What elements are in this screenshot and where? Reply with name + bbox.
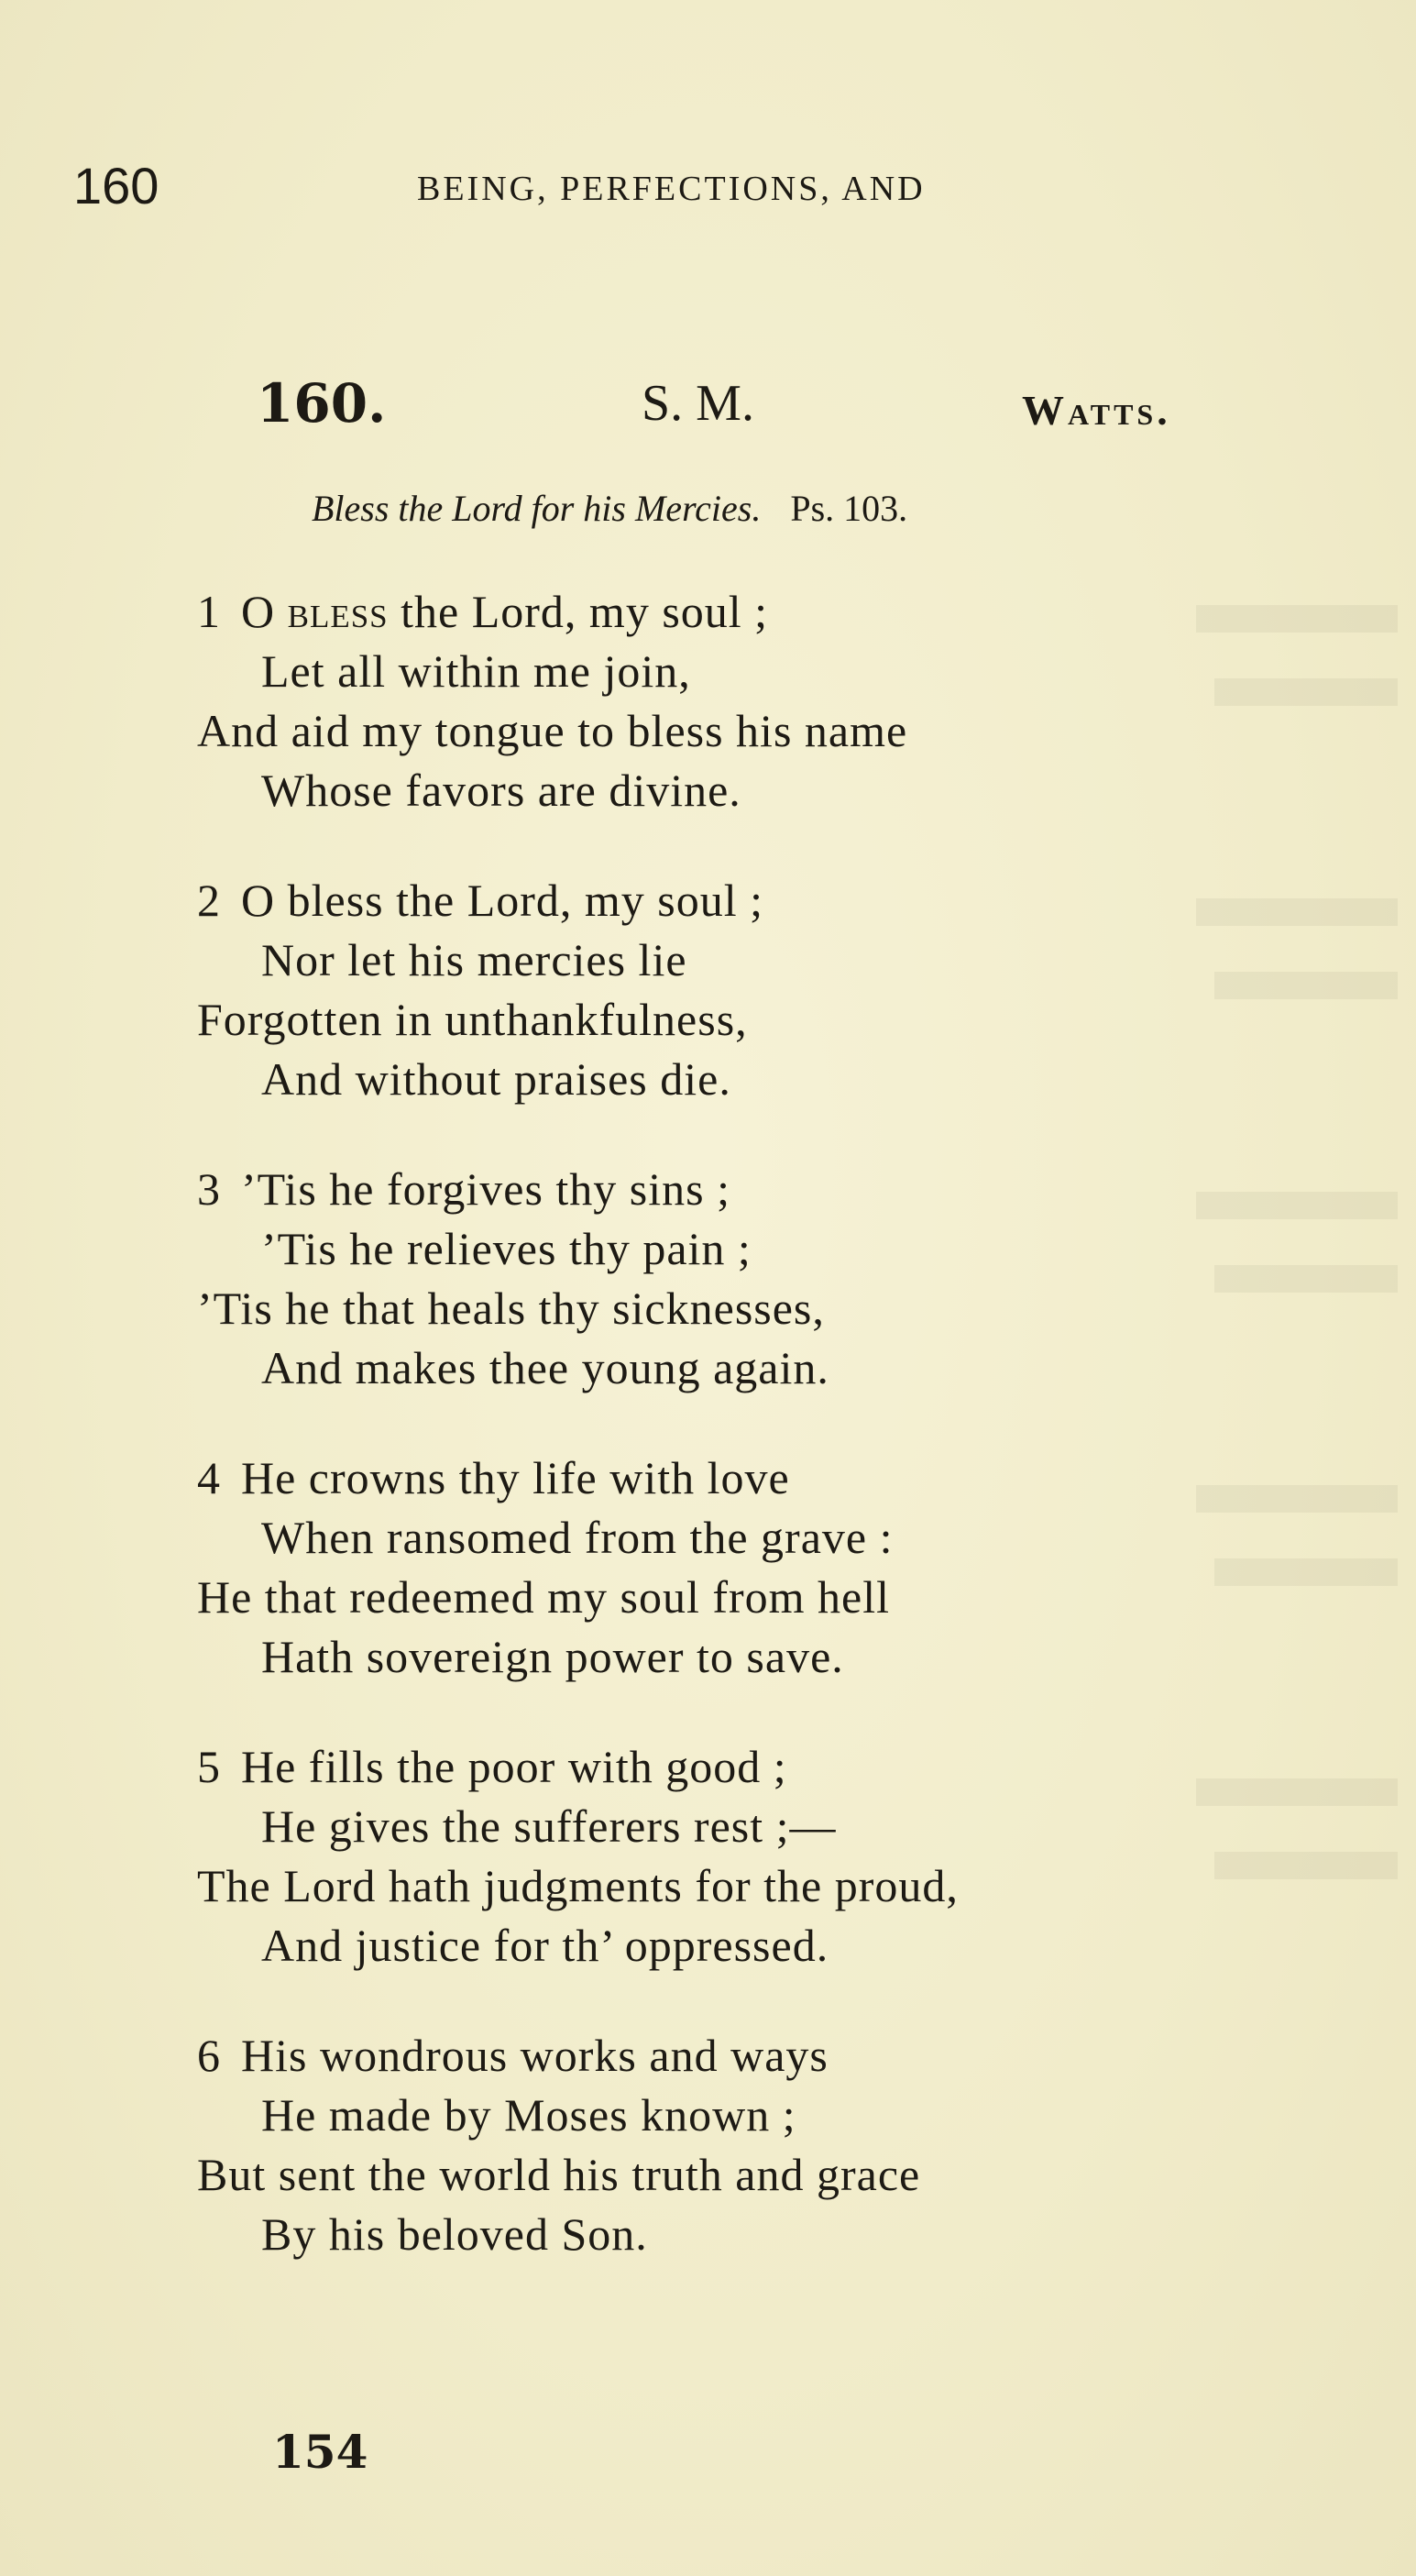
stanza-line-text: O bless the Lord, my soul ;	[241, 875, 764, 926]
stanza-4	[197, 1448, 1224, 1687]
stanza-line: And justice for th’ oppressed.	[261, 1920, 829, 1971]
stanza-line	[197, 1160, 1224, 1219]
stanza-line: And makes thee young again.	[261, 1342, 829, 1393]
stanza-line: He made by Moses known ;	[261, 2089, 796, 2141]
stanza-number: 5	[197, 1741, 221, 1792]
stanza-line: When ransomed from the grave :	[261, 1512, 894, 1563]
stanza-line: By his beloved Son.	[261, 2208, 648, 2260]
hymn-subtitle	[312, 481, 1136, 536]
stanza-line: But sent the world his truth and grace	[197, 2149, 921, 2200]
stanza-line: He that redeemed my soul from hell	[197, 1571, 890, 1623]
running-head	[73, 154, 1356, 218]
stanza-number: 2	[197, 875, 221, 926]
hymn-topic: Bless the Lord for his Mercies.	[312, 488, 762, 529]
signature-mark: 154	[272, 2425, 368, 2479]
hymn-author: Watts.	[1022, 387, 1171, 434]
stanza-line: The Lord hath judgments for the proud,	[197, 1860, 959, 1911]
stanza-1	[197, 582, 1224, 820]
stanza-line: Hath sovereign power to save.	[261, 1631, 844, 1682]
stanza-3	[197, 1160, 1224, 1398]
hymn-header	[257, 371, 1191, 435]
stanza-line: Nor let his mercies lie	[261, 934, 687, 985]
stanza-number: 4	[197, 1452, 221, 1503]
stanza-line: Forgotten in unthankfulness,	[197, 994, 748, 1045]
stanza-line: He gives the sufferers rest ;—	[261, 1800, 837, 1852]
stanza-5	[197, 1737, 1224, 1976]
hymn-meter: S. M.	[642, 375, 754, 432]
stanza-6	[197, 2026, 1224, 2264]
stanza-line: ’Tis he that heals thy sicknesses,	[197, 1282, 825, 1334]
stanza-line-text: He fills the poor with good ;	[241, 1741, 787, 1792]
page-number: 160	[73, 157, 159, 215]
stanza-line	[197, 1737, 1224, 1797]
stanza-line-text: His wondrous works and ways	[241, 2030, 829, 2081]
stanza-number: 6	[197, 2030, 221, 2081]
stanza-first-word: O bless	[241, 586, 389, 637]
stanza-line	[197, 2026, 1224, 2086]
running-title: BEING, PERFECTIONS, AND	[417, 170, 926, 208]
psalm-reference: Ps. 103.	[790, 488, 908, 529]
stanza-line: Let all within me join,	[261, 645, 691, 697]
stanza-line-text: He crowns thy life with love	[241, 1452, 790, 1503]
hymn-number: 160.	[257, 372, 387, 435]
stanza-line: ’Tis he relieves thy pain ;	[261, 1223, 752, 1274]
stanza-number: 1	[197, 586, 221, 637]
stanza-number: 3	[197, 1163, 221, 1215]
stanza-line: Whose favors are divine.	[261, 765, 741, 816]
stanza-2	[197, 871, 1224, 1109]
stanza-line: And without praises die.	[261, 1053, 731, 1105]
stanza-line	[197, 582, 1224, 642]
stanza-line-text: ’Tis he forgives thy sins ;	[241, 1163, 731, 1215]
stanza-line	[197, 1448, 1224, 1508]
stanza-line: And aid my tongue to bless his name	[197, 705, 908, 756]
stanza-line-text: the Lord, my soul ;	[401, 586, 769, 637]
stanza-line	[197, 871, 1224, 930]
